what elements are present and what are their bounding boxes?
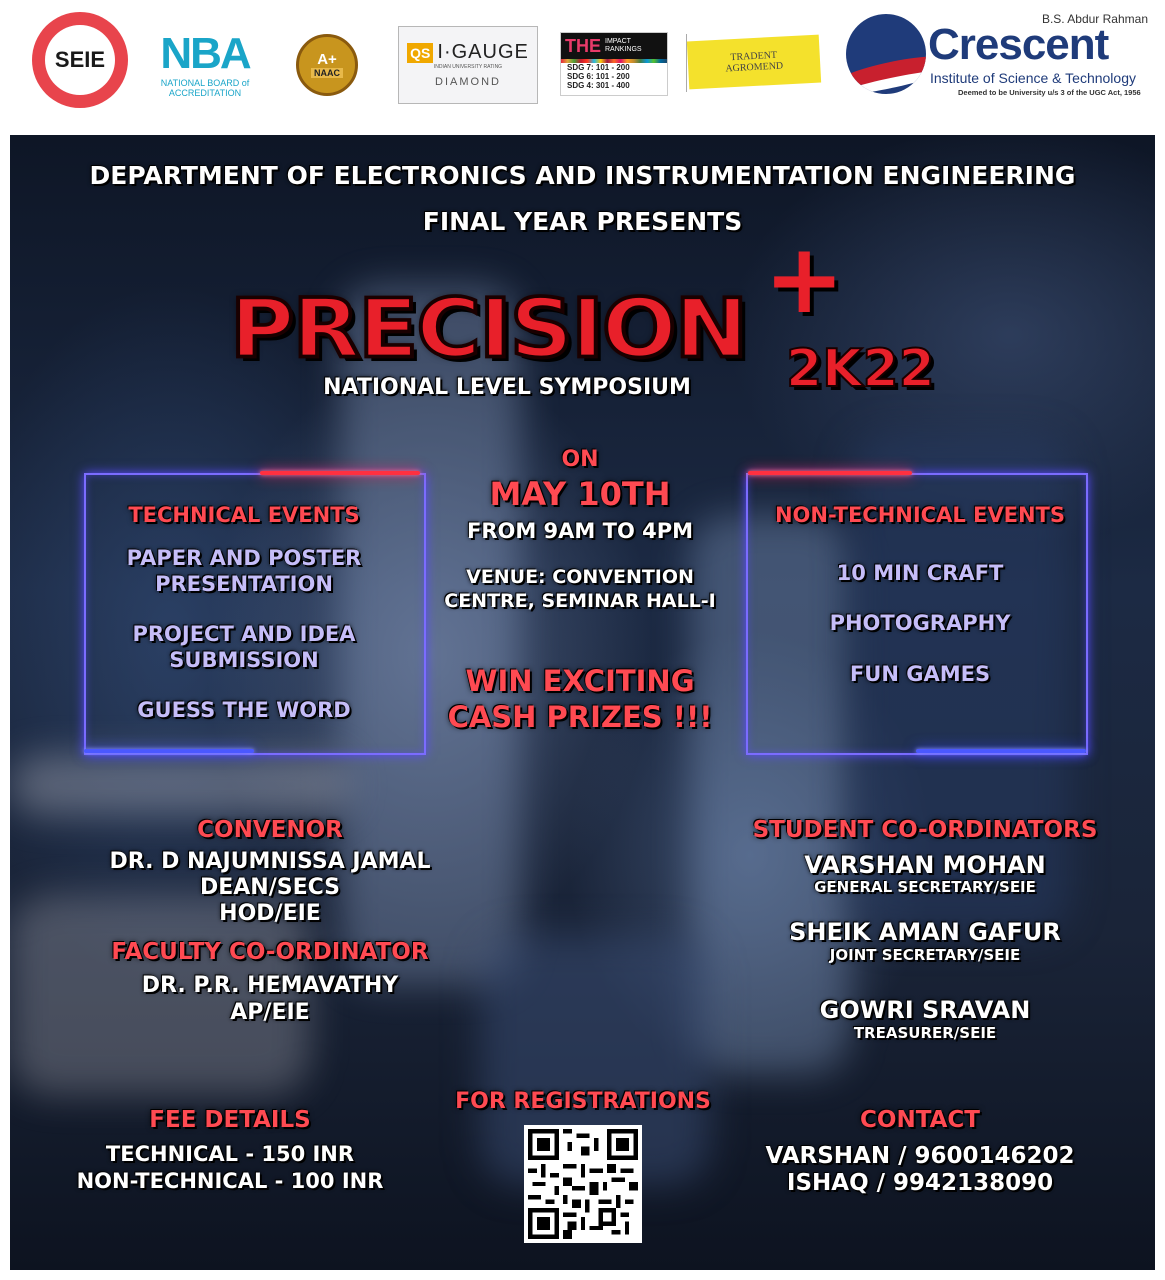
faculty-coordinator-details: DR. P.R. HEMAVATHY AP/EIE [141, 973, 399, 1025]
event-venue: VENUE: CONVENTION CENTRE, SEMINAR HALL-I [444, 566, 716, 612]
student-coordinator-name: VARSHAN MOHAN [804, 851, 1046, 879]
prize-text: WIN EXCITING CASH PRIZES !!! [447, 664, 713, 734]
event-time: FROM 9AM TO 4PM [466, 519, 694, 543]
event-title: PRECISION [230, 281, 747, 376]
naac-grade: A+ [317, 51, 337, 68]
tradent-text: TRADENT AGROMEND [725, 49, 784, 75]
seie-logo-text: SEIE [54, 47, 106, 72]
fee-details-heading: FEE DETAILS [149, 1107, 311, 1133]
tradent-agromend-logo [687, 35, 821, 90]
igauge-mark: I·GAUGE [437, 41, 529, 63]
qs-mark: QS [407, 43, 433, 63]
technical-event-item: PAPER AND POSTER PRESENTATION [126, 546, 362, 596]
nba-logo-caption: NATIONAL BOARD of ACCREDITATION [160, 78, 250, 98]
naac-name: NAAC [311, 68, 343, 78]
student-coordinator-role: JOINT SECRETARY/SEIE [829, 946, 1021, 964]
neon-accent [260, 471, 420, 475]
the-mark: THE [565, 35, 601, 56]
technical-events-heading: TECHNICAL EVENTS [128, 503, 360, 527]
technical-event-item: GUESS THE WORD [137, 698, 351, 722]
sdg-line: SDG 4: 301 - 400 [567, 81, 630, 90]
the-impact-rankings-logo [560, 32, 668, 96]
crescent-globe-icon [846, 14, 926, 94]
neon-accent [748, 471, 912, 475]
non-technical-event-item: FUN GAMES [849, 662, 991, 686]
student-coordinator-name: SHEIK AMAN GAFUR [789, 918, 1061, 946]
sdg-line: SDG 7: 101 - 200 [567, 63, 630, 72]
qs-igauge-logo [398, 26, 538, 104]
registration-heading: FOR REGISTRATIONS [455, 1089, 711, 1114]
neon-accent [916, 749, 1086, 753]
crescent-deemed: Deemed to be University u/s 3 of the UGC Act, 1956 [958, 88, 1141, 97]
igauge-rating: DIAMOND [435, 76, 501, 88]
event-date: MAY 10TH [489, 475, 671, 513]
non-technical-event-item: 10 MIN CRAFT [836, 561, 1004, 585]
naac-logo [278, 30, 376, 100]
crescent-logo [842, 10, 1152, 110]
contact-details: VARSHAN / 9600146202 ISHAQ / 9942138090 [765, 1143, 1075, 1196]
event-year: 2K22 [786, 339, 935, 399]
convenor-details: DR. D NAJUMNISSA JAMAL DEAN/SECS HOD/EIE [109, 849, 431, 926]
seie-logo [32, 12, 128, 108]
crescent-prefix: B.S. Abdur Rahman [1041, 12, 1148, 26]
student-coordinator-role: TREASURER/SEIE [853, 1024, 997, 1042]
neon-accent [84, 749, 254, 753]
technical-event-item: PROJECT AND IDEA SUBMISSION [132, 622, 356, 672]
presents-heading: FINAL YEAR PRESENTS [422, 207, 743, 236]
the-title: IMPACT RANKINGS [605, 38, 642, 53]
non-technical-event-item: PHOTOGRAPHY [829, 611, 1011, 635]
convenor-heading: CONVENOR [197, 817, 343, 843]
student-coordinator-name: GOWRI SRAVAN [819, 996, 1031, 1024]
on-label: ON [561, 447, 599, 472]
igauge-sub: INDIAN UNIVERSITY RATING [433, 64, 503, 70]
contact-heading: CONTACT [860, 1107, 980, 1133]
crescent-name: Crescent [928, 20, 1109, 69]
poster [10, 135, 1155, 1270]
nba-logo [156, 30, 254, 104]
registration-qr-code[interactable] [524, 1125, 642, 1243]
student-coordinators-heading: STUDENT CO-ORDINATORS [752, 817, 1098, 843]
fee-details: TECHNICAL - 150 INR NON-TECHNICAL - 100 INR [76, 1142, 384, 1193]
plus-icon: + [764, 223, 845, 335]
crescent-institute: Institute of Science & Technology [930, 70, 1136, 86]
event-subtitle: NATIONAL LEVEL SYMPOSIUM [323, 375, 691, 400]
student-coordinator-role: GENERAL SECRETARY/SEIE [814, 878, 1036, 896]
non-technical-events-heading: NON-TECHNICAL EVENTS [774, 503, 1065, 527]
nba-logo-text: NBA [160, 29, 250, 78]
sdg-line: SDG 6: 101 - 200 [567, 72, 630, 81]
department-heading: DEPARTMENT OF ELECTRONICS AND INSTRUMENTATION ENGINEERING [89, 161, 1076, 190]
faculty-coordinator-heading: FACULTY CO-ORDINATOR [111, 939, 429, 965]
